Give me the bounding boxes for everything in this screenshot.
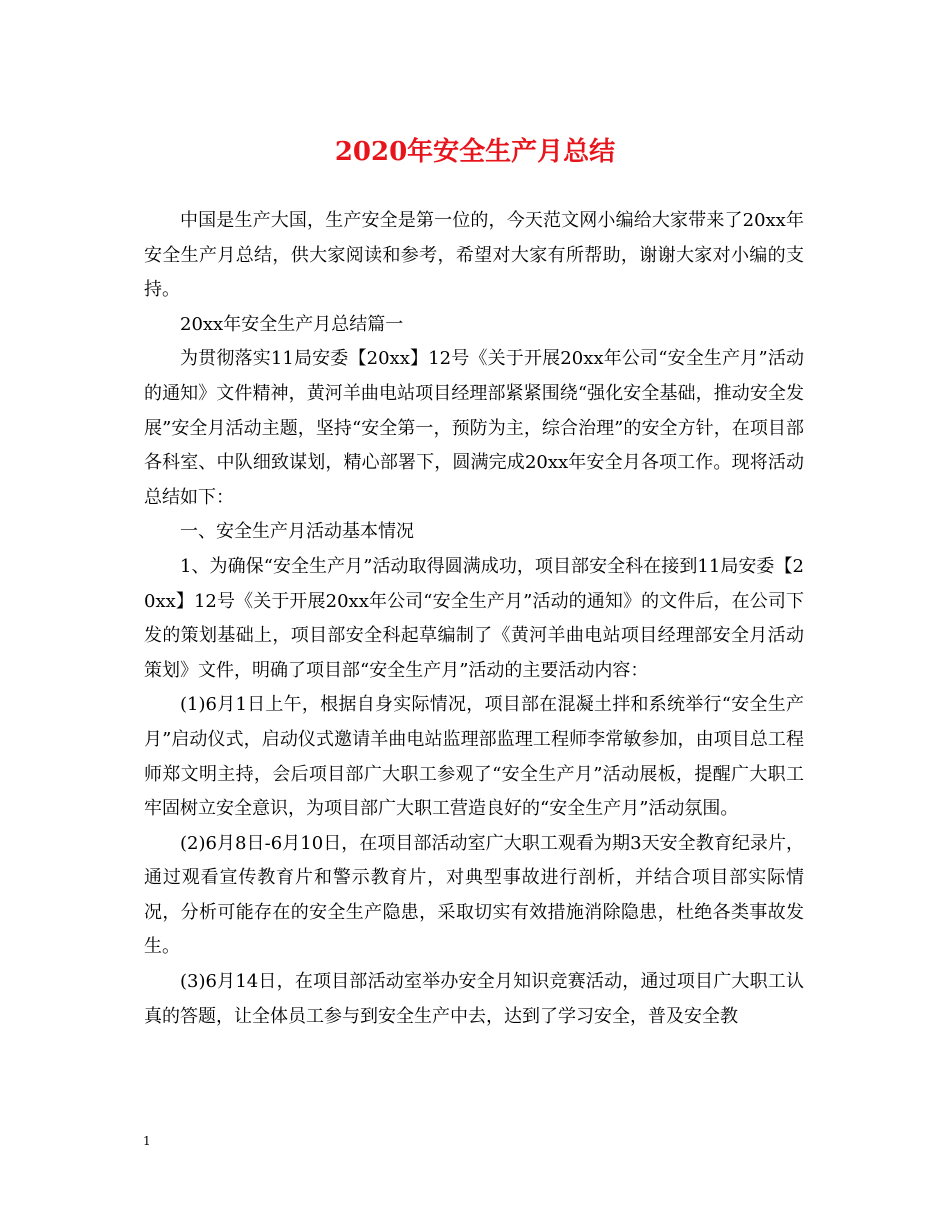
paragraph: 为贯彻落实11局安委【20xx】12号《关于开展20xx年公司“安全生产月”活动的通知》文件精神，黄河羊曲电站项目经理部紧紧围绕“强化安全基础，推动安全发展”安全月活动主题，坚持“安全第一，预防为主，综合治理”的安全方针，在项目部各科室、中队细致谋划，精心部署下，圆满完成20xx年安全月各项工作。现将活动总结如下： — [144, 348, 804, 508]
page-number: 1 — [143, 1134, 151, 1148]
section-heading: 20xx年安全生产月总结篇一 — [180, 313, 404, 335]
document-body — [144, 204, 804, 1034]
paragraph-intro: 中国是生产大国，生产安全是第一位的，今天范文网小编给大家带来了20xx年安全生产月总结，供大家阅读和参考，希望对大家有所帮助，谢谢大家对小编的支持。 — [144, 210, 804, 301]
paragraph: (1)6月1日上午，根据自身实际情况，项目部在混凝土拌和系统举行“安全生产月”启动仪式，启动仪式邀请羊曲电站监理部监理工程师李常敏参加，由项目总工程师郑文明主持，会后项目部广大职工参观了“安全生产月”活动展板，提醒广大职工牢固树立安全意识，为项目部广大职工营造良好的“安全生产月”活动氛围。 — [144, 694, 804, 820]
section-heading: 一、安全生产月活动基本情况 — [180, 521, 414, 543]
document-title: 2020年安全生产月总结 — [334, 137, 616, 167]
paragraph: 1、为确保“安全生产月”活动取得圆满成功，项目部安全科在接到11局安委【20xx】12号《关于开展20xx年公司“安全生产月”活动的通知》的文件后，在公司下发的策划基础上，项目部安全科起草编制了《黄河羊曲电站项目经理部安全月活动策划》文件，明确了项目部“安全生产月”活动的主要活动内容： — [144, 555, 804, 681]
paragraph: (2)6月8日-6月10日，在项目部活动室广大职工观看为期3天安全教育纪录片，通过观看宣传教育片和警示教育片，对典型事故进行剖析，并结合项目部实际情况，分析可能存在的安全生产隐患，采取切实有效措施消除隐患，杜绝各类事故发生。 — [144, 832, 804, 958]
paragraph: (3)6月14日，在项目部活动室举办安全月知识竞赛活动，通过项目广大职工认真的答题，让全体员工参与到安全生产中去，达到了学习安全，普及安全教 — [144, 971, 804, 1027]
